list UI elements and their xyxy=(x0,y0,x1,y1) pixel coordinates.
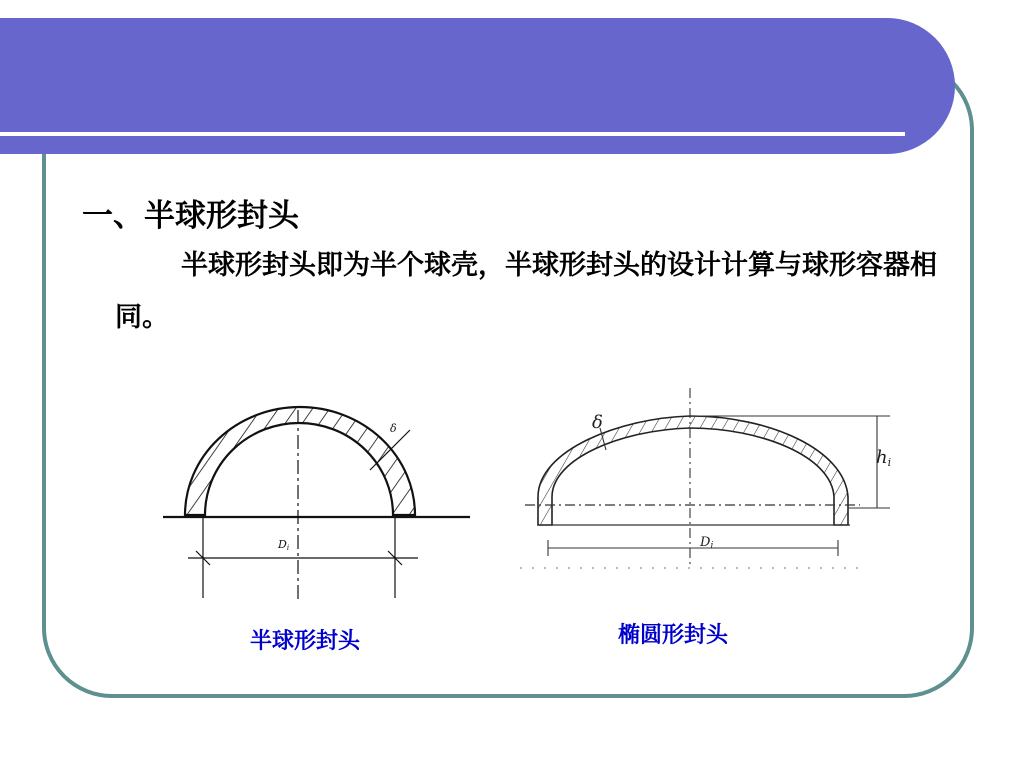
ellipsoid-diagram xyxy=(520,388,891,568)
body-paragraph: 半球形封头即为半个球壳，半球形封头的设计计算与球形容器相同。 xyxy=(115,250,937,333)
hemisphere-thickness-label: δ xyxy=(390,422,397,435)
ellipsoid-diameter-label: Di xyxy=(700,535,714,551)
section-heading: 一、半球形封头 xyxy=(82,198,299,234)
hemisphere-diagram xyxy=(163,407,470,600)
hemisphere-caption: 半球形封头 xyxy=(250,628,361,654)
ellipsoid-height-label: hi xyxy=(876,447,892,469)
hemisphere-diameter-label: Di xyxy=(278,538,290,552)
ellipsoid-caption: 椭圆形封头 xyxy=(618,622,729,648)
ellipsoid-thickness-label: δ xyxy=(592,412,603,433)
